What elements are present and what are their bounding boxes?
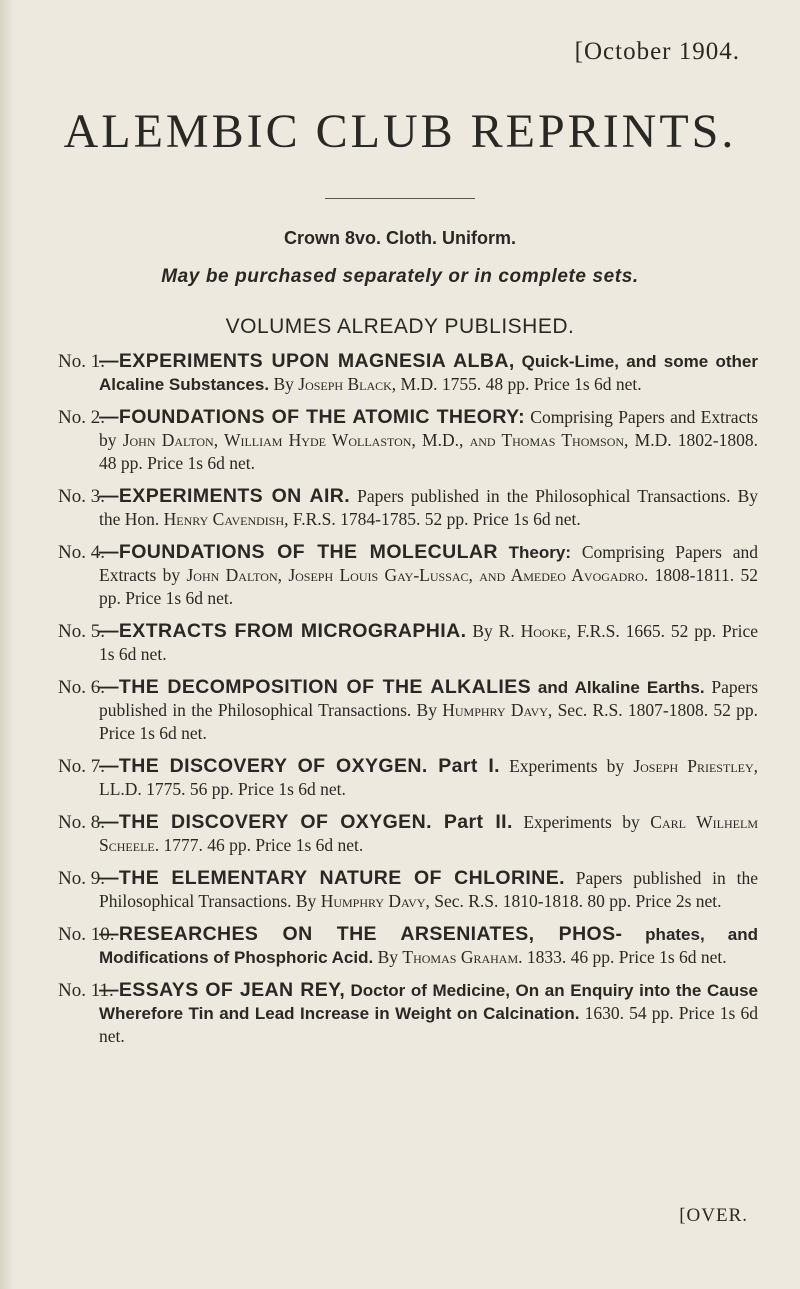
volume-title: —THE DISCOVERY OF OXYGEN. Part I. (99, 755, 500, 777)
volume-details: LL.D. 1775. 56 pp. Price 1s 6d net. (99, 779, 346, 799)
volume-subtitle: Doctor of Medicine, On an Enquiry into the Cause Wherefore Tin and Lead Increase in Weight on Calcination. (99, 981, 759, 1023)
volume-author: Humphry Davy, (320, 891, 430, 911)
volume-subtitle: and Alkaline Earths. (537, 678, 705, 697)
volume-prefix: Papers published in the Philosophical Transactions. By (99, 677, 759, 720)
volume-entry-2 (58, 406, 758, 475)
volume-title: —EXPERIMENTS ON AIR. (99, 485, 351, 507)
volume-entry-1 (58, 350, 758, 396)
volume-details: F.R.S. 1665. 52 pp. Price 1s 6d net. (99, 621, 759, 664)
volume-subtitle: Quick-Lime, and some other Alcaline Substances. (99, 352, 758, 394)
turn-over-note: [OVER. (679, 1205, 748, 1226)
volume-title: —FOUNDATIONS OF THE ATOMIC THEORY: (99, 406, 525, 428)
volume-number: No. 10. (58, 924, 115, 945)
volume-details: 1630. 54 pp. Price 1s 6d net. (99, 1003, 758, 1046)
volume-title: —ESSAYS OF JEAN REY, (99, 979, 346, 1001)
volume-number: No. 3. (58, 486, 105, 507)
title-rule (325, 198, 475, 199)
volume-entry-11 (58, 979, 758, 1048)
volume-author: Humphry Davy, (442, 700, 553, 720)
volume-details: 1833. 46 pp. Price 1s 6d net. (526, 947, 727, 967)
volume-prefix: Experiments by (523, 812, 640, 832)
dateline: [October 1904. (574, 38, 740, 65)
volume-subtitle: Theory: (508, 543, 571, 562)
volume-number: No. 7. (58, 756, 105, 777)
volume-author: Henry Cavendish, (163, 509, 289, 529)
volume-number: No. 8. (58, 812, 105, 833)
volume-subtitle: phates, and Modifications of Phosphoric Acid. (99, 925, 759, 967)
volume-title: —THE DISCOVERY OF OXYGEN. Part II. (99, 811, 513, 833)
volume-prefix: Papers published in the Philosophical Transactions. By (99, 868, 758, 911)
volume-entry-9 (58, 867, 758, 913)
volume-author: Thomas Graham. (402, 947, 523, 967)
volume-title: —FOUNDATIONS OF THE MOLECULAR (99, 541, 498, 563)
volume-entry-10 (58, 923, 758, 969)
volume-details: 1802-1808. 48 pp. Price 1s 6d net. (99, 430, 758, 473)
volume-author: Joseph Black, M.D. (298, 374, 438, 394)
volume-title: —EXTRACTS FROM MICROGRAPHIA. (99, 620, 467, 642)
section-heading: VOLUMES ALREADY PUBLISHED. (225, 315, 575, 338)
volume-prefix: By (472, 621, 493, 641)
volume-prefix: Comprising Papers and Extracts by (99, 407, 759, 450)
volume-list (58, 350, 758, 1058)
volume-author: R. Hooke, (498, 621, 571, 641)
volume-entry-8 (58, 811, 758, 857)
volume-author: John Dalton, William Hyde Wollaston, M.D., and Thomas Thomson, M.D. (122, 430, 672, 450)
volume-number: No. 6. (58, 677, 105, 698)
volume-details: 1755. 48 pp. Price 1s 6d net. (441, 374, 642, 394)
volume-author: Joseph Priestley, (633, 756, 759, 776)
volume-title: —THE ELEMENTARY NATURE OF CHLORINE. (99, 867, 565, 889)
volume-author: Carl Wilhelm Scheele. (99, 812, 759, 855)
volume-details: 1777. 46 pp. Price 1s 6d net. (163, 835, 364, 855)
volume-details: Sec. R.S. 1810-1818. 80 pp. Price 2s net. (434, 891, 722, 911)
volume-number: No. 9. (58, 868, 105, 889)
volume-prefix: By (377, 947, 399, 967)
volume-number: No. 11. (58, 980, 114, 1001)
volume-title: —EXPERIMENTS UPON MAGNESIA ALBA, (99, 350, 515, 372)
volume-entry-4 (58, 541, 758, 610)
volume-title: —RESEARCHES ON THE ARSENIATES, PHOS- (99, 923, 623, 945)
volume-details: Sec. R.S. 1807-1808. 52 pp. Price 1s 6d net. (99, 700, 759, 743)
format-note: Crown 8vo. Cloth. Uniform. (284, 228, 516, 248)
volume-number: No. 5. (58, 621, 105, 642)
volume-number: No. 4. (58, 542, 105, 563)
volume-prefix: By (273, 374, 294, 394)
volume-entry-3 (58, 485, 758, 531)
volume-prefix: Papers published in the Philosophical Transactions. By the Hon. (99, 486, 758, 529)
volume-details: 1808-1811. 52 pp. Price 1s 6d net. (99, 565, 759, 608)
volume-entry-7 (58, 755, 758, 801)
volume-entry-5 (58, 620, 758, 666)
volume-number: No. 1. (58, 351, 105, 372)
volume-prefix: Comprising Papers and Extracts by (99, 542, 758, 585)
volume-author: John Dalton, Joseph Louis Gay-Lussac, and Amedeo Avogadro. (186, 565, 649, 585)
volume-entry-6 (58, 676, 758, 745)
purchase-note: May be purchased separately or in complete sets. (161, 266, 639, 287)
volume-title: —THE DECOMPOSITION OF THE ALKALIES (99, 676, 532, 698)
volume-number: No. 2. (58, 407, 105, 428)
page-title: ALEMBIC CLUB REPRINTS. (63, 105, 737, 158)
volume-details: F.R.S. 1784-1785. 52 pp. Price 1s 6d net. (292, 509, 581, 529)
page-edge-shadow (0, 0, 14, 1289)
volume-prefix: Experiments by (509, 756, 625, 776)
